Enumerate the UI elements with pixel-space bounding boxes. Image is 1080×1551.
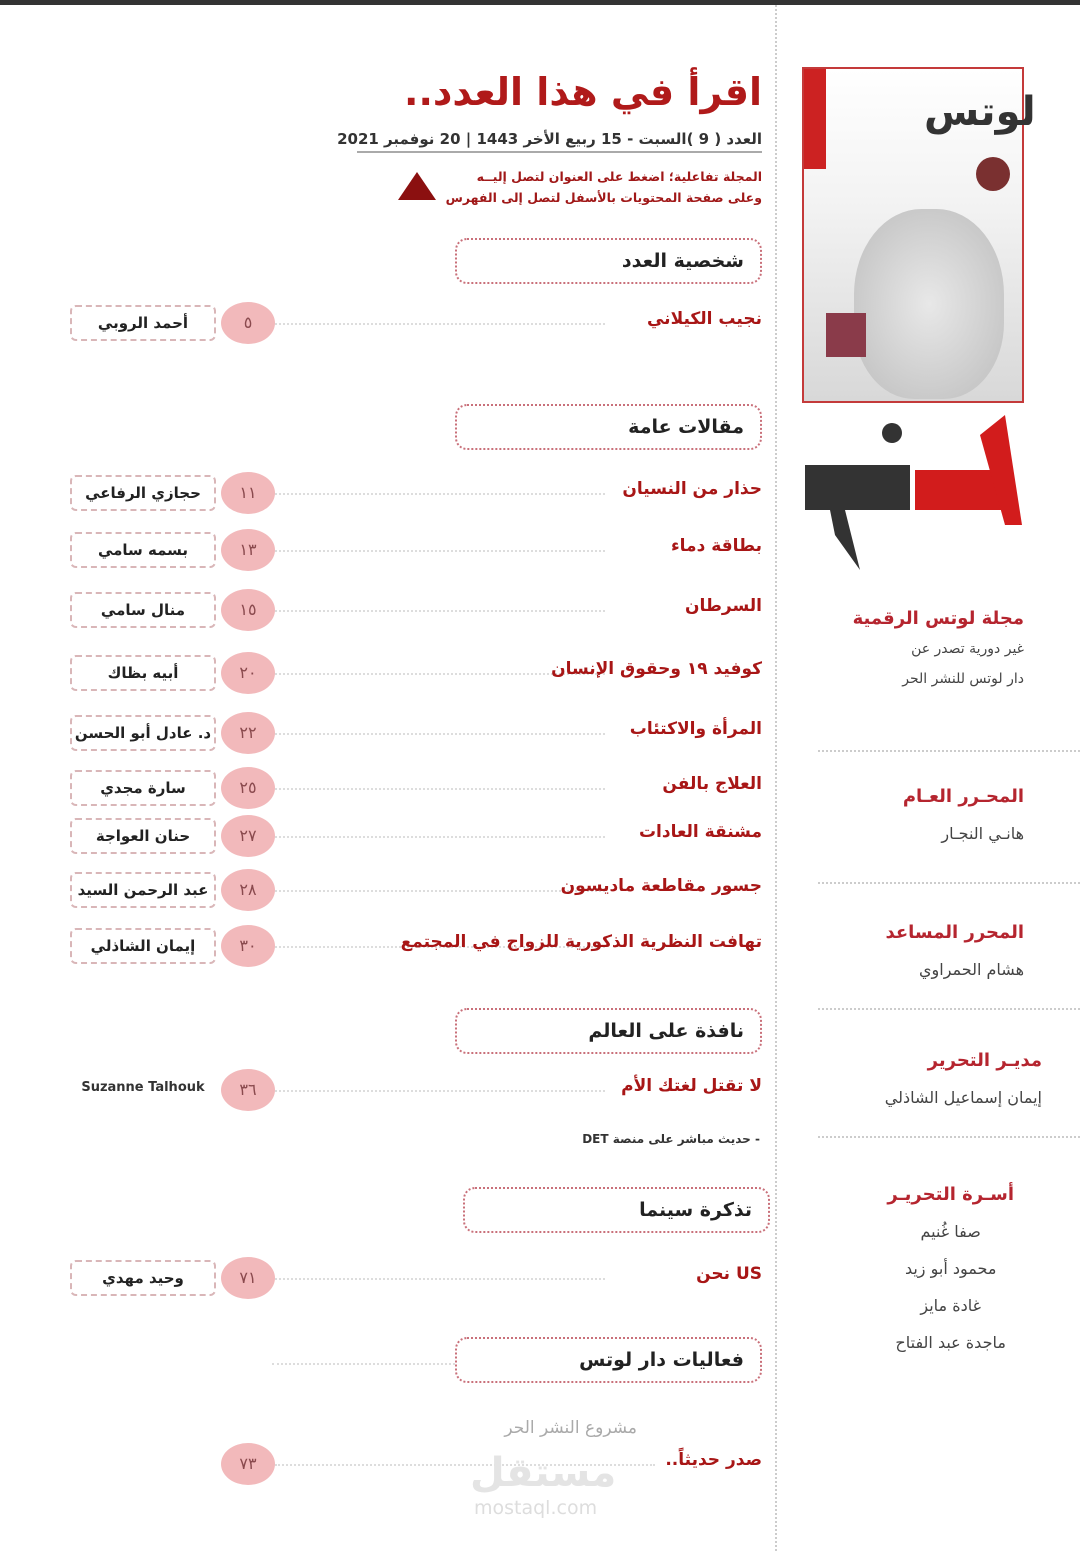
staff-name: هانـي النجـار bbox=[941, 824, 1024, 843]
staff-name: ماجدة عبد الفتاح bbox=[895, 1333, 1006, 1352]
leader-dots bbox=[275, 836, 605, 838]
article-link[interactable]: حذار من النسيان bbox=[622, 479, 762, 499]
cover-red-strip bbox=[804, 69, 826, 169]
author-name: سارة مجدي bbox=[70, 770, 216, 806]
author-name: أبيه بظاك bbox=[70, 655, 216, 691]
sidebar-divider bbox=[818, 750, 1080, 752]
back-to-index-triangle-icon[interactable] bbox=[398, 172, 436, 200]
section-header[interactable]: مقالات عامة bbox=[455, 404, 762, 450]
section-header[interactable]: نافذة على العالم bbox=[455, 1008, 762, 1054]
editorial-role bbox=[885, 914, 1024, 988]
article-kicker: مشروع النشر الحر bbox=[504, 1418, 637, 1438]
page-number-badge[interactable]: ٢٧ bbox=[221, 815, 275, 857]
page-number-badge[interactable]: ٢٢ bbox=[221, 712, 275, 754]
staff-name: هشام الحمراوي bbox=[919, 960, 1024, 979]
article-link[interactable]: بطاقة دماء bbox=[670, 536, 762, 556]
staff-name: صفا غُنيم bbox=[920, 1222, 981, 1241]
page-number-badge[interactable]: ٢٨ bbox=[221, 869, 275, 911]
author-name: منال سامي bbox=[70, 592, 216, 628]
leader-dots bbox=[275, 890, 605, 892]
article-link[interactable]: تهافت النظرية الذكورية للزواج في المجتمع bbox=[400, 932, 762, 952]
page-number-badge[interactable]: ١٥ bbox=[221, 589, 275, 631]
lotus-logo bbox=[800, 415, 1030, 575]
author-name: أحمد الروبي bbox=[70, 305, 216, 341]
staff-name: إيمان إسماعيل الشاذلي bbox=[884, 1088, 1042, 1107]
author-name: وحيد مهدي bbox=[70, 1260, 216, 1296]
article-link[interactable]: صدر حديثاً.. bbox=[665, 1450, 762, 1470]
page-number-badge[interactable]: ١١ bbox=[221, 472, 275, 514]
cover-globe bbox=[976, 157, 1010, 191]
magazine-cover-image[interactable] bbox=[802, 67, 1036, 403]
cover-portrait bbox=[854, 209, 1004, 399]
leader-dots bbox=[275, 323, 605, 325]
note-line-1: المجلة تفاعلية؛ اضغط على العنوان لتصل إليــه bbox=[476, 169, 762, 184]
article-link[interactable]: US نحن bbox=[696, 1264, 762, 1284]
page-number-badge[interactable]: ٧٣ bbox=[221, 1443, 275, 1485]
leader-dots bbox=[275, 1278, 605, 1280]
magazine-desc-1: غير دورية تصدر عن bbox=[911, 641, 1024, 657]
watermark-en: mostaql.com bbox=[474, 1497, 598, 1519]
section-header[interactable]: شخصية العدد bbox=[455, 238, 762, 284]
page-number-badge[interactable]: ٥ bbox=[221, 302, 275, 344]
author-name: عبد الرحمن السيد bbox=[70, 872, 216, 908]
editorial-role bbox=[885, 1042, 1042, 1116]
sidebar-divider bbox=[818, 1136, 1080, 1138]
role-title: المحـرر العـام bbox=[902, 786, 1024, 807]
top-bar bbox=[0, 0, 1080, 5]
interactive-note bbox=[446, 166, 762, 208]
page-number-badge[interactable]: ١٣ bbox=[221, 529, 275, 571]
editorial-role bbox=[887, 1176, 1014, 1361]
author-name: إيمان الشاذلي bbox=[70, 928, 216, 964]
leader-dots bbox=[275, 493, 605, 495]
magazine-desc-2: دار لوتس للنشر الحر bbox=[902, 671, 1024, 687]
cover-logo: لوتس bbox=[924, 89, 1036, 135]
leader-dots bbox=[275, 733, 605, 735]
magazine-name: مجلة لوتس الرقمية bbox=[852, 608, 1024, 629]
page-title: اقرأ في هذا العدد.. bbox=[404, 70, 762, 114]
leader-dots bbox=[275, 550, 605, 552]
article-link[interactable]: نجيب الكيلاني bbox=[646, 309, 762, 329]
role-title: المحرر المساعد bbox=[885, 922, 1024, 943]
page-number-badge[interactable]: ٣٦ bbox=[221, 1069, 275, 1111]
page-number-badge[interactable]: ٢٠ bbox=[221, 652, 275, 694]
page-number-badge[interactable]: ٣٠ bbox=[221, 925, 275, 967]
role-title: أسـرة التحريـر bbox=[887, 1184, 1014, 1205]
role-title: مديـر التحرير bbox=[927, 1050, 1042, 1071]
author-name: بسمه سامي bbox=[70, 532, 216, 568]
author-name: د. عادل أبو الحسن bbox=[70, 715, 216, 751]
leader-dots bbox=[275, 610, 605, 612]
watermark-ar: مستقل bbox=[470, 1450, 617, 1496]
column-divider bbox=[775, 5, 777, 1551]
editorial-role bbox=[903, 778, 1024, 852]
article-link[interactable]: لا تقتل لغتك الأم bbox=[621, 1076, 762, 1096]
leader-dots bbox=[272, 1363, 455, 1365]
author-name: Suzanne Talhouk bbox=[81, 1080, 205, 1095]
staff-name: محمود أبو زيد bbox=[904, 1259, 997, 1278]
section-header[interactable]: فعاليات دار لوتس bbox=[455, 1337, 762, 1383]
article-link[interactable]: جسور مقاطعة ماديسون bbox=[560, 876, 762, 896]
note-line-2: وعلى صفحة المحتويات بالأسفل لتصل إلى الفهرس bbox=[445, 190, 762, 205]
article-link[interactable]: المرأة والاكتئاب bbox=[629, 719, 762, 739]
sidebar-divider bbox=[818, 1008, 1080, 1010]
magazine-info bbox=[853, 604, 1024, 694]
page-number-badge[interactable]: ٢٥ bbox=[221, 767, 275, 809]
article-subtitle: - حديث مباشر على منصة DET bbox=[582, 1132, 760, 1146]
author-name: حجازي الرفاعي bbox=[70, 475, 216, 511]
article-link[interactable]: العلاج بالفن bbox=[662, 774, 762, 794]
article-link[interactable]: كوفيد ١٩ وحقوق الإنسان bbox=[551, 659, 762, 679]
article-link[interactable]: السرطان bbox=[685, 596, 762, 616]
leader-dots bbox=[275, 788, 605, 790]
cover-inset-photo bbox=[826, 313, 866, 357]
article-link[interactable]: مشنقة العادات bbox=[638, 822, 762, 842]
issue-line: العدد ( 9 )السبت - 15 ربيع الأخر 1443 | 20 نوفمبر 2021 bbox=[357, 130, 762, 153]
leader-dots bbox=[275, 1090, 605, 1092]
page-number-badge[interactable]: ٧١ bbox=[221, 1257, 275, 1299]
author-name: حنان العواجة bbox=[70, 818, 216, 854]
staff-name: غادة مايز bbox=[920, 1296, 981, 1315]
sidebar-divider bbox=[818, 882, 1080, 884]
section-header[interactable]: تذكرة سينما bbox=[463, 1187, 770, 1233]
